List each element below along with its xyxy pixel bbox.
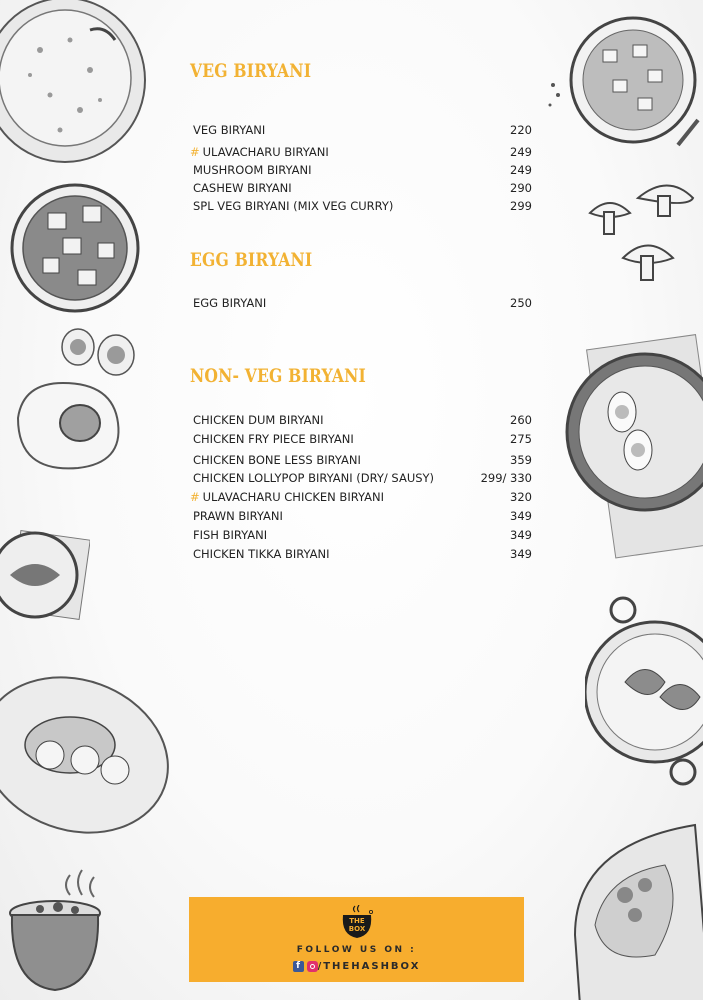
list-item bbox=[190, 180, 532, 197]
item-name: SPL VEG BIRYANI (MIX VEG CURRY) bbox=[193, 199, 394, 213]
item-name: # ULAVACHARU BIRYANI bbox=[190, 145, 329, 159]
follow-us-label: FOLLOW US ON : bbox=[296, 945, 417, 955]
section-title-veg-biryani: VEG BIRYANI bbox=[190, 60, 312, 82]
list-item bbox=[190, 412, 532, 429]
tikka-plate-illustration-icon bbox=[565, 815, 703, 1000]
item-price: 260 bbox=[510, 413, 532, 427]
item-price: 349 bbox=[510, 528, 532, 542]
item-price: 275 bbox=[510, 432, 532, 446]
social-links bbox=[189, 961, 524, 973]
item-name: MUSHROOM BIRYANI bbox=[193, 163, 312, 177]
item-price: 349 bbox=[510, 509, 532, 523]
instagram-icon[interactable] bbox=[307, 961, 318, 972]
item-price: 249 bbox=[510, 145, 532, 159]
item-name: FISH BIRYANI bbox=[193, 528, 268, 542]
list-item bbox=[190, 198, 532, 215]
footer-banner bbox=[189, 897, 524, 982]
mushroom-illustration-icon bbox=[588, 178, 698, 288]
item-name: VEG BIRYANI bbox=[193, 123, 266, 137]
list-item bbox=[190, 489, 532, 506]
list-item bbox=[190, 470, 532, 487]
item-price: 299/ 330 bbox=[480, 471, 532, 485]
list-item bbox=[190, 122, 532, 139]
boiled-egg-illustration-icon bbox=[58, 325, 138, 380]
item-price: 359 bbox=[510, 453, 532, 467]
item-name: CASHEW BIRYANI bbox=[193, 181, 292, 195]
chicken-leg-pot-illustration-icon bbox=[585, 592, 703, 787]
paneer-bowl-illustration-icon bbox=[8, 178, 143, 318]
item-name: CHICKEN TIKKA BIRYANI bbox=[193, 547, 330, 561]
item-price: 299 bbox=[510, 199, 532, 213]
item-name: CHICKEN DUM BIRYANI bbox=[193, 413, 324, 427]
biryani-pot-logo-icon bbox=[337, 905, 377, 939]
item-price: 349 bbox=[510, 547, 532, 561]
egg-biryani-bowl-illustration-icon bbox=[560, 332, 703, 562]
item-price: 250 bbox=[510, 296, 532, 310]
section-title-egg-biryani: EGG BIRYANI bbox=[190, 249, 313, 271]
logo-text-bottom: BOX bbox=[348, 925, 365, 933]
item-price: 290 bbox=[510, 181, 532, 195]
rice-plate-illustration-icon bbox=[0, 0, 155, 170]
item-name: # ULAVACHARU CHICKEN BIRYANI bbox=[190, 490, 384, 504]
item-name: PRAWN BIRYANI bbox=[193, 509, 283, 523]
facebook-icon[interactable]: f bbox=[293, 961, 304, 972]
list-item bbox=[190, 546, 532, 563]
chicken-biryani-platter-illustration-icon bbox=[0, 675, 175, 845]
logo-text-top: THE bbox=[348, 917, 365, 925]
item-price: 249 bbox=[510, 163, 532, 177]
item-price: 320 bbox=[510, 490, 532, 504]
fried-egg-illustration-icon bbox=[8, 378, 123, 473]
fish-plate-illustration-icon bbox=[0, 525, 90, 625]
item-name: CHICKEN FRY PIECE BIRYANI bbox=[193, 432, 354, 446]
list-item bbox=[190, 295, 532, 312]
item-name: EGG BIRYANI bbox=[193, 296, 267, 310]
list-item bbox=[190, 431, 532, 448]
paneer-curry-illustration-icon bbox=[548, 10, 703, 160]
item-name: CHICKEN LOLLYPOP BIRYANI (DRY/ SAUSY) bbox=[193, 471, 435, 485]
item-price: 220 bbox=[510, 123, 532, 137]
social-handle[interactable]: /THEHASHBOX bbox=[317, 961, 421, 972]
list-item bbox=[190, 144, 532, 161]
item-name: CHICKEN BONE LESS BIRYANI bbox=[193, 453, 361, 467]
list-item bbox=[190, 162, 532, 179]
list-item bbox=[190, 452, 532, 469]
list-item bbox=[190, 508, 532, 525]
handi-pot-illustration-icon bbox=[0, 865, 115, 1000]
section-title-non-veg-biryani: NON- VEG BIRYANI bbox=[190, 365, 366, 387]
list-item bbox=[190, 527, 532, 544]
